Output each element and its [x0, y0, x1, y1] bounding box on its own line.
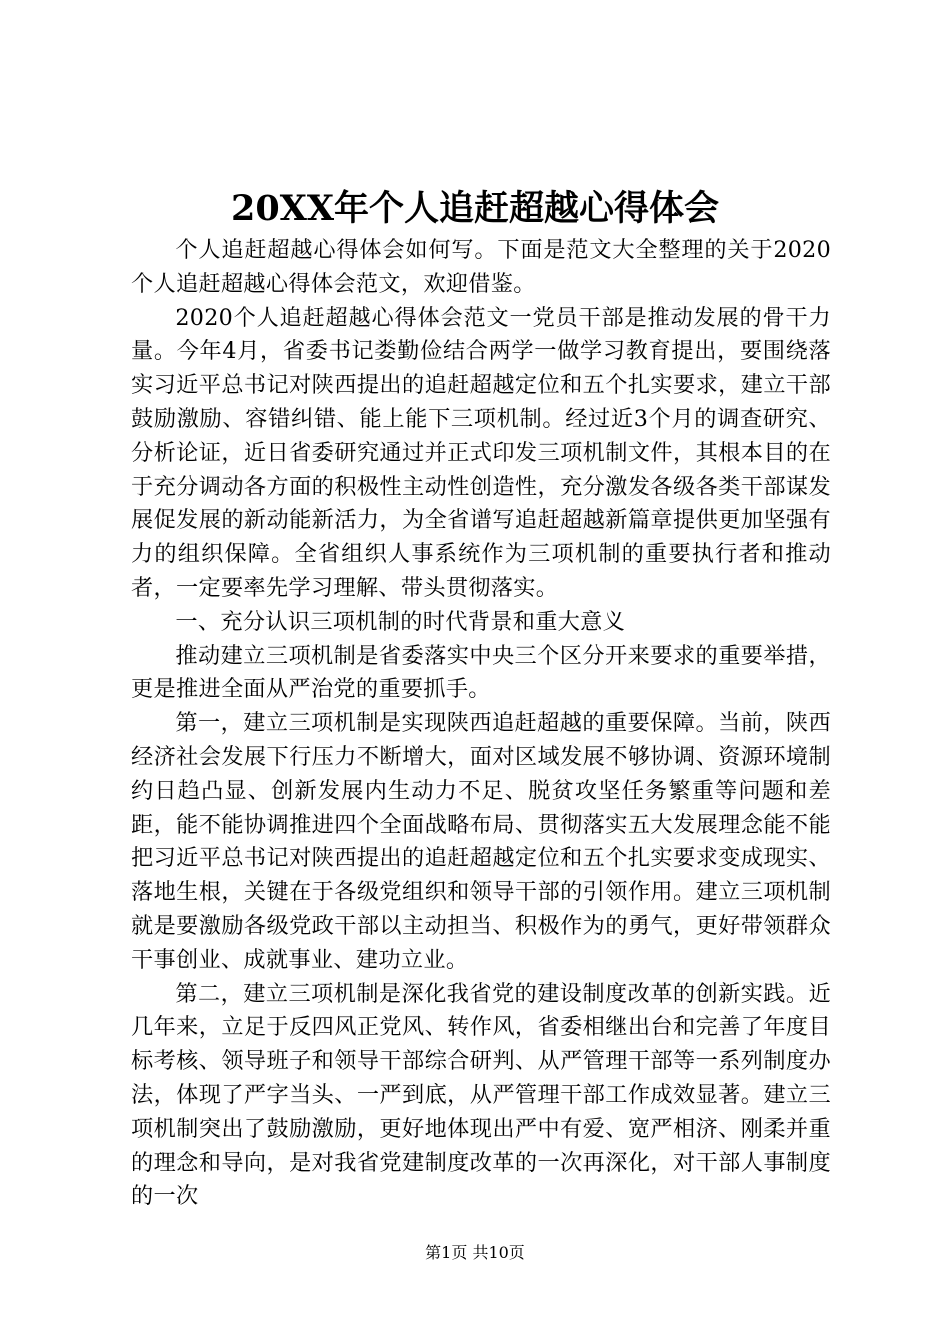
paragraph-intro: 个人追赶超越心得体会如何写。下面是范文大全整理的关于2020个人追赶超越心得体会范文，欢迎借鉴。	[131, 237, 831, 297]
paragraph-first-point: 第一，建立三项机制是实现陕西追赶超越的重要保障。当前，陕西经济社会发展下行压力不断增大，面对区域发展不够协调、资源环境制约日趋凸显、创新发展内生动力不足、脱贫攻坚任务繁重等问题和差距，能不能协调推进四个全面战略布局、贯彻落实五大发展理念能不能把习近平总书记对陕西提出的追赶超越定位和五个扎实要求变成现实、落地生根，关键在于各级党组织和领导干部的引领作用。建立三项机制就是要激励各级党政干部以主动担当、积极作为的勇气，更好带领群众干事创业、成就事业、建功立业。	[131, 710, 831, 973]
paragraph-measures: 推动建立三项机制是省委落实中央三个区分开来要求的重要举措，更是推进全面从严治党的重要抓手。	[131, 642, 831, 703]
paragraph-essay-one: 2020个人追赶超越心得体会范文一党员干部是推动发展的骨干力量。今年4月，省委书记娄勤俭结合两学一做学习教育提出，要围绕落实习近平总书记对陕西提出的追赶超越定位和五个扎实要求，建立干部鼓励激励、容错纠错、能上能下三项机制。经过近3个月的调查研究、分析论证，近日省委研究通过并正式印发三项机制文件，其根本目的在于充分调动各方面的积极性主动性创造性，充分激发各级各类干部谋发展促发展的新动能新活力，为全省谱写追赶超越新篇章提供更加坚强有力的组织保障。全省组织人事系统作为三项机制的重要执行者和推动者，一定要率先学习理解、带头贯彻落实。	[131, 304, 831, 601]
section-heading-one: 一、充分认识三项机制的时代背景和重大意义	[175, 608, 626, 635]
document-title: 20XX年个人追赶超越心得体会	[230, 188, 720, 229]
page-footer: 第1页 共10页	[425, 1243, 525, 1262]
document-body	[131, 234, 831, 1214]
paragraph-second-point: 第二，建立三项机制是深化我省党的建设制度改革的创新实践。近几年来，立足于反四风正党风、转作风，省委相继出台和完善了年度目标考核、领导班子和领导干部综合研判、从严管理干部等一系列制度办法，体现了严字当头、一严到底，从严管理干部工作成效显著。建立三项机制突出了鼓励激励，更好地体现出严中有爱、宽严相济、刚柔并重的理念和导向，是对我省党建制度改革的一次再深化，对干部人事制度的一次	[131, 980, 831, 1210]
